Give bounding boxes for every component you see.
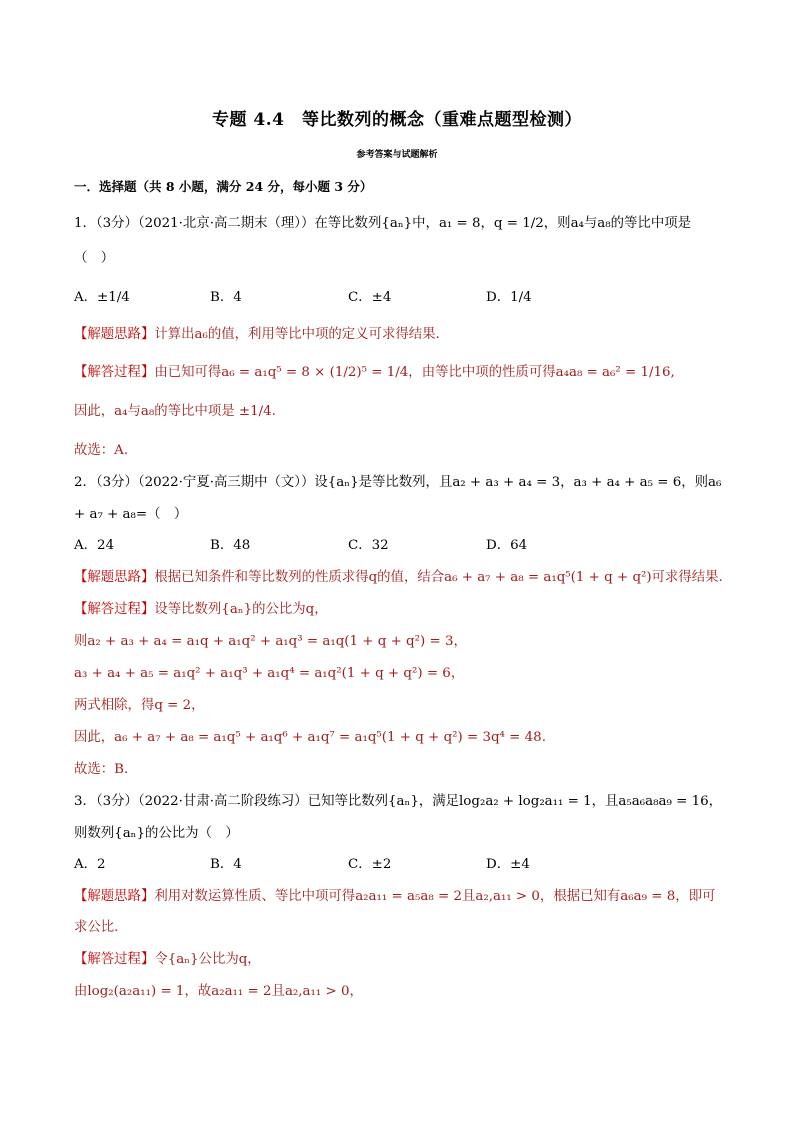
question-1-option-d: D．1/4 xyxy=(486,290,532,305)
question-1-stem: 1．（3分）（2021·北京·高二期末（理））在等比数列{aₙ}中，a₁ = 8，q = 1/2，则a₄与a₈的等比中项是 xyxy=(74,216,692,231)
idea-label: 【解题思路】 xyxy=(74,570,155,585)
question-2-step-4: 因此，a₆ + a₇ + a₈ = a₁q⁵ + a₁q⁶ + a₁q⁷ = a₁q⁵(1 + q + q²) = 3q⁴ = 48. xyxy=(74,730,546,745)
process-text: 由已知可得a₆ = a₁q⁵ = 8 × (1/2)⁵ = 1/4，由等比中项的性质可得a₄a₈ = a₆² = 1/16, xyxy=(154,365,675,380)
process-label: 【解答过程】 xyxy=(74,602,155,617)
question-2-step-1: 则a₂ + a₃ + a₄ = a₁q + a₁q² + a₁q³ = a₁q(1 + q + q²) = 3， xyxy=(74,634,467,649)
idea-text: 利用对数运算性质、等比中项可得a₂a₁₁ = a₅a₈ = 2且a₂,a₁₁ > 0，根据已知有a₆a₉ = 8，即可 xyxy=(154,889,716,904)
question-1-idea xyxy=(74,326,440,344)
process-text: 令{aₙ}公比为q， xyxy=(154,952,261,967)
idea-text: 计算出a₆的值，利用等比中项的定义可求得结果. xyxy=(154,327,440,342)
question-2-step-2: a₃ + a₄ + a₅ = a₁q² + a₁q³ + a₁q⁴ = a₁q²(1 + q + q²) = 6， xyxy=(74,666,465,681)
question-2-step-3: 两式相除，得q = 2， xyxy=(74,698,205,713)
question-3-option-c: C．±2 xyxy=(348,857,392,872)
question-2-idea xyxy=(74,569,723,587)
idea-label: 【解题思路】 xyxy=(74,327,155,342)
question-2-option-c: C．32 xyxy=(348,538,389,553)
question-3-idea xyxy=(74,888,715,906)
question-1-process xyxy=(74,364,675,382)
question-2-option-d: D．64 xyxy=(486,538,528,553)
question-1-option-a: A．±1/4 xyxy=(74,290,130,305)
question-3-option-a: A．2 xyxy=(74,857,106,872)
question-2-option-b: B．48 xyxy=(210,538,251,553)
question-2-stem-line1: 2．（3分）（2022·宁夏·高三期中（文））设{aₙ}是等比数列，且a₂ + a₃ + a₄ = 3，a₃ + a₄ + a₅ = 6，则a₆ xyxy=(74,475,722,490)
question-2-option-a: A．24 xyxy=(74,538,115,553)
question-3-option-d: D．±4 xyxy=(486,857,530,872)
process-label: 【解答过程】 xyxy=(74,365,155,380)
section-heading: 一．选择题（共 8 小题，满分 24 分，每小题 3 分） xyxy=(74,179,373,194)
question-3-process xyxy=(74,951,261,969)
question-3-step-1: 由log₂(a₂a₁₁) = 1，故a₂a₁₁ = 2且a₂,a₁₁ > 0， xyxy=(74,984,363,999)
question-1-option-b: B．4 xyxy=(210,290,242,305)
question-3-stem-line2: 则数列{aₙ}的公比为（ ） xyxy=(74,826,239,841)
process-label: 【解答过程】 xyxy=(74,952,155,967)
question-2-answer: 故选：B. xyxy=(74,762,129,777)
page-subtitle: 参考答案与试题解析 xyxy=(356,150,438,160)
question-1-paren: （ ） xyxy=(74,251,115,266)
process-text: 设等比数列{aₙ}的公比为q， xyxy=(154,602,328,617)
question-1-option-c: C．±4 xyxy=(348,290,392,305)
question-3-option-b: B．4 xyxy=(210,857,242,872)
question-3-stem-line1: 3．（3分）（2022·甘肃·高二阶段练习）已知等比数列{aₙ}，满足log₂a₂ + log₂a₁₁ = 1，且a₅a₆a₈a₉ = 16， xyxy=(74,794,723,809)
idea-label: 【解题思路】 xyxy=(74,889,155,904)
question-2-process xyxy=(74,601,328,619)
question-1-answer: 故选：A. xyxy=(74,443,129,458)
question-3-idea-line2: 求公比. xyxy=(74,920,119,935)
question-2-stem-line2: + a₇ + a₈=（ ） xyxy=(74,507,188,522)
page-title: 专题 4.4 等比数列的概念（重难点题型检测） xyxy=(212,110,582,130)
idea-text: 根据已知条件和等比数列的性质求得q的值，结合a₆ + a₇ + a₈ = a₁q⁵(1 + q + q²)可求得结果. xyxy=(154,570,723,585)
question-1-conclusion: 因此，a₄与a₈的等比中项是 ±1/4. xyxy=(74,404,276,419)
